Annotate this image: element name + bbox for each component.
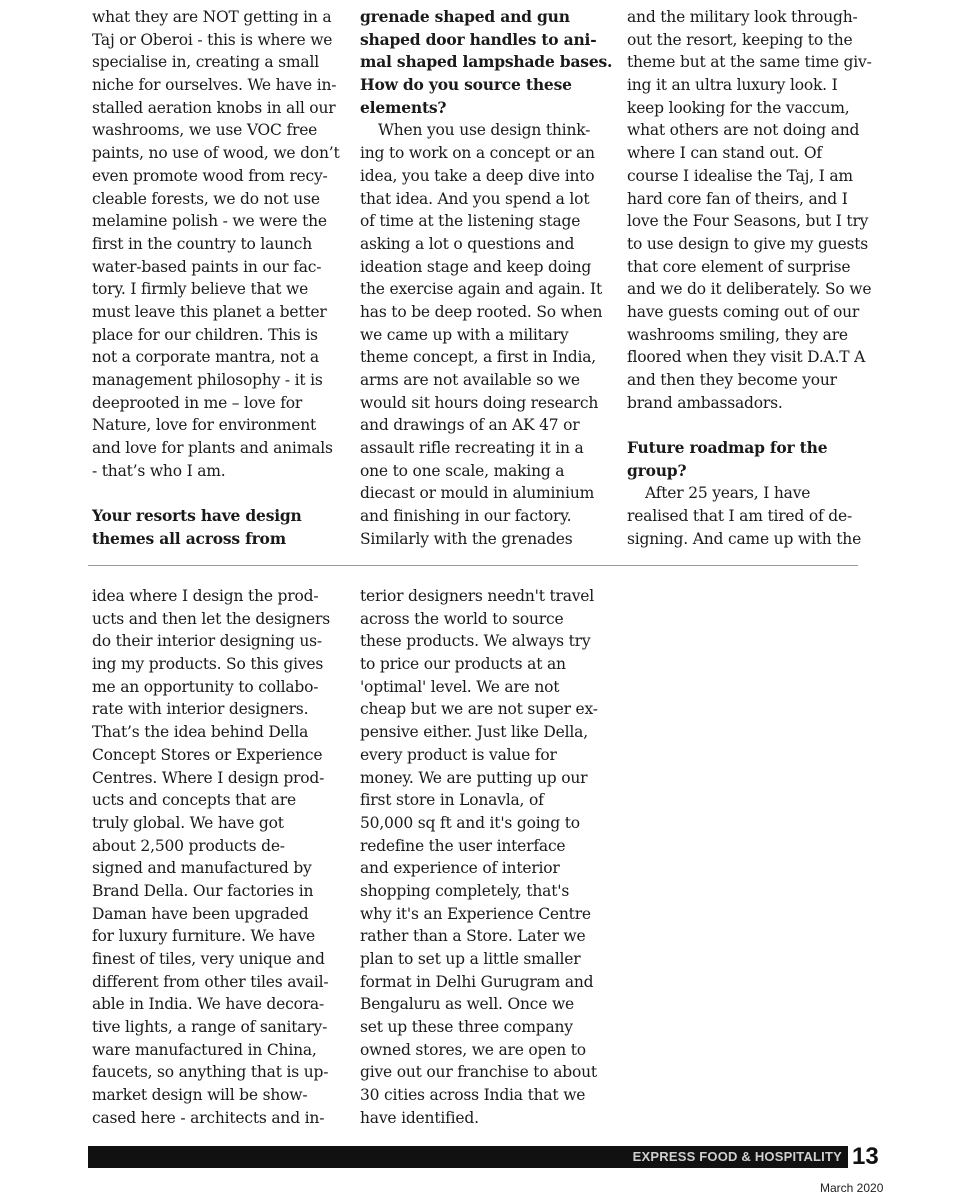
article-text-line: Nature, love for environment — [92, 416, 317, 435]
article-text-line: ing to work on a concept or an — [360, 144, 595, 163]
article-text-line: and then they become your — [627, 371, 837, 389]
article-question-line: grenade shaped and gun — [360, 7, 570, 26]
article-text-line: signing. And came up with the — [627, 529, 862, 548]
article-text-line: Similarly with the grenades — [360, 529, 573, 548]
article-text-line: ucts and then let the designers — [92, 609, 330, 628]
article-text-line: redefine the user interface — [360, 836, 566, 855]
article-text-line: where I can stand out. Of — [627, 144, 822, 163]
article-text-line: even promote wood from recy- — [92, 166, 328, 185]
article-text-line: Bengaluru as well. Once we — [360, 995, 575, 1014]
article-text-line: truly global. We have got — [92, 813, 284, 832]
article-text-line: Concept Stores or Experience — [92, 745, 323, 764]
article-text-line: what others are not doing and — [627, 121, 860, 140]
article-text-line: realised that I am tired of de- — [627, 507, 852, 526]
article-text-line: and the military look through- — [627, 8, 858, 26]
article-text-line: Daman have been upgraded — [92, 904, 309, 923]
article-text-line: format in Delhi Gurugram and — [360, 972, 594, 991]
article-text-line: shopping completely, that's — [360, 881, 570, 900]
article-text-line: about 2,500 products de- — [92, 836, 285, 855]
article-question-line: How do you source these — [360, 75, 572, 95]
article-text-line: arms are not available so we — [360, 371, 580, 389]
article-text-line: the exercise again and again. It — [360, 280, 602, 299]
article-question-line: shaped door handles to ani- — [360, 29, 597, 49]
article-text-line: keep looking for the vaccum, — [627, 98, 850, 117]
article-text-line: Centres. Where I design prod- — [92, 768, 325, 787]
article-text-line: terior designers needn't travel — [360, 587, 595, 605]
article-text-line: able in India. We have decora- — [92, 995, 325, 1014]
article-text-line: across the world to source — [360, 609, 564, 628]
article-text-line: that core element of surprise — [627, 257, 851, 276]
article-column-top-3 — [627, 6, 889, 551]
article-text-line: stalled aeration knobs in all our — [92, 98, 336, 117]
article-text-line: first in the country to launch — [92, 234, 313, 253]
article-text-line: out the resort, keeping to the — [627, 30, 853, 49]
page-number: 13 — [852, 1143, 879, 1170]
article-question-line: mal shaped lampshade bases. — [360, 52, 613, 72]
article-text-line: first store in Lonavla, of — [360, 791, 544, 810]
article-text-line: ing it an ultra luxury look. I — [627, 76, 838, 95]
article-text-line: that idea. And you spend a lot — [360, 189, 590, 208]
article-text-line: washrooms smiling, they are — [627, 325, 848, 344]
paragraph-gap — [92, 482, 354, 505]
article-question-line: group? — [627, 460, 687, 480]
article-text-line: 'optimal' level. We are not — [360, 677, 560, 696]
article-text-line: why it's an Experience Centre — [360, 904, 591, 923]
article-text-line: tive lights, a range of sanitary- — [92, 1018, 328, 1037]
article-text-line: do their interior designing us- — [92, 632, 322, 651]
article-text-line: give out our franchise to about — [360, 1063, 597, 1082]
article-text-line: hard core fan of theirs, and I — [627, 189, 848, 208]
article-text-line: have guests coming out of our — [627, 302, 860, 321]
article-text-line: Brand Della. Our factories in — [92, 881, 314, 900]
article-text-line: different from other tiles avail- — [92, 972, 329, 991]
article-text-line: to price our products at an — [360, 655, 566, 674]
article-text-line: pensive either. Just like Della, — [360, 723, 588, 742]
article-text-line: specialise in, creating a small — [92, 53, 319, 72]
article-text-line: rate with interior designers. — [92, 700, 309, 719]
article-text-line: paints, no use of wood, we don’t — [92, 144, 340, 163]
article-text-line: 30 cities across India that we — [360, 1086, 586, 1105]
article-text-line: and finishing in our factory. — [360, 507, 572, 526]
article-column-top-1 — [92, 6, 354, 551]
article-text-line: assault rifle recreating it in a — [360, 439, 584, 458]
article-text-line: ing my products. So this gives — [92, 655, 324, 674]
article-text-line: me an opportunity to collabo- — [92, 677, 319, 696]
article-question-line: Future roadmap for the — [627, 438, 828, 458]
article-text-line: - that’s who I am. — [92, 461, 226, 480]
article-text-line: niche for ourselves. We have in- — [92, 76, 337, 95]
article-text-line: idea where I design the prod- — [92, 587, 319, 605]
article-column-top-2 — [360, 6, 622, 551]
article-text-line: to use design to give my guests — [627, 234, 868, 253]
article-question-line: themes all across from — [92, 528, 286, 548]
article-text-line: theme concept, a first in India, — [360, 348, 597, 367]
article-text-line: faucets, so anything that is up- — [92, 1063, 329, 1082]
article-text-line: what they are NOT getting in a — [92, 8, 332, 26]
article-text-line: and experience of interior — [360, 859, 560, 878]
article-text-line: tory. I firmly believe that we — [92, 280, 309, 299]
issue-date: March 2020 — [820, 1181, 884, 1195]
article-text-line: of time at the listening stage — [360, 212, 581, 231]
column-divider-rule — [88, 565, 858, 566]
article-text-line: every product is value for — [360, 745, 557, 764]
article-text-line: When you use design think- — [378, 121, 591, 140]
article-text-line: plan to set up a little smaller — [360, 950, 581, 968]
article-text-line: asking a lot o questions and — [360, 234, 575, 253]
article-question-line: elements? — [360, 97, 447, 117]
article-text-line: would sit hours doing research — [360, 393, 599, 412]
article-text-line: Taj or Oberoi - this is where we — [92, 30, 333, 49]
article-text-line: cheap but we are not super ex- — [360, 700, 598, 719]
article-text-line: ucts and concepts that are — [92, 791, 296, 810]
article-text-line: diecast or mould in aluminium — [360, 484, 595, 503]
article-text-line: finest of tiles, very unique and — [92, 950, 325, 968]
article-text-line: water-based paints in our fac- — [92, 257, 322, 276]
article-text-line: owned stores, we are open to — [360, 1040, 586, 1059]
article-text-line: place for our children. This is — [92, 325, 318, 344]
article-column-bottom-2 — [360, 585, 622, 1130]
article-text-line: management philosophy - it is — [92, 371, 323, 389]
article-question-line: Your resorts have design — [92, 506, 302, 526]
article-text-line: set up these three company — [360, 1018, 573, 1037]
article-text-line: After 25 years, I have — [645, 484, 811, 503]
article-text-line: must leave this planet a better — [92, 302, 327, 321]
article-text-line: theme but at the same time giv- — [627, 53, 872, 72]
article-text-line: market design will be show- — [92, 1086, 308, 1105]
article-text-line: and drawings of an AK 47 or — [360, 416, 580, 435]
article-text-line: ideation stage and keep doing — [360, 257, 592, 276]
article-text-line: cased here - architects and in- — [92, 1108, 325, 1127]
article-text-line: have identified. — [360, 1108, 479, 1127]
article-text-line: and love for plants and animals — [92, 439, 333, 458]
footer-bar — [88, 1146, 848, 1168]
article-text-line: floored when they visit D.A.T A — [627, 348, 866, 367]
article-text-line: idea, you take a deep dive into — [360, 166, 595, 185]
article-text-line: signed and manufactured by — [92, 859, 312, 878]
article-text-line: money. We are putting up our — [360, 768, 588, 787]
article-text-line: That’s the idea behind Della — [92, 723, 309, 742]
article-text-line: ware manufactured in China, — [92, 1040, 317, 1059]
paragraph-gap — [627, 414, 889, 437]
article-text-line: brand ambassadors. — [627, 393, 783, 412]
article-text-line: 50,000 sq ft and it's going to — [360, 813, 580, 832]
article-text-line: and we do it deliberately. So we — [627, 280, 872, 299]
article-text-line: we came up with a military — [360, 325, 569, 344]
article-text-line: these products. We always try — [360, 632, 591, 651]
article-text-line: has to be deep rooted. So when — [360, 302, 603, 321]
article-text-line: for luxury furniture. We have — [92, 927, 315, 946]
article-text-line: one to one scale, making a — [360, 461, 565, 480]
article-text-line: cleable forests, we do not use — [92, 189, 320, 208]
article-column-bottom-1 — [92, 585, 354, 1130]
article-text-line: course I idealise the Taj, I am — [627, 166, 853, 185]
article-text-line: melamine polish - we were the — [92, 212, 327, 231]
article-text-line: rather than a Store. Later we — [360, 927, 586, 946]
article-text-line: deeprooted in me – love for — [92, 393, 303, 412]
publication-name: EXPRESS FOOD & HOSPITALITY — [632, 1149, 842, 1164]
article-text-line: not a corporate mantra, not a — [92, 348, 319, 367]
article-text-line: love the Four Seasons, but I try — [627, 212, 869, 231]
article-text-line: washrooms, we use VOC free — [92, 121, 318, 140]
